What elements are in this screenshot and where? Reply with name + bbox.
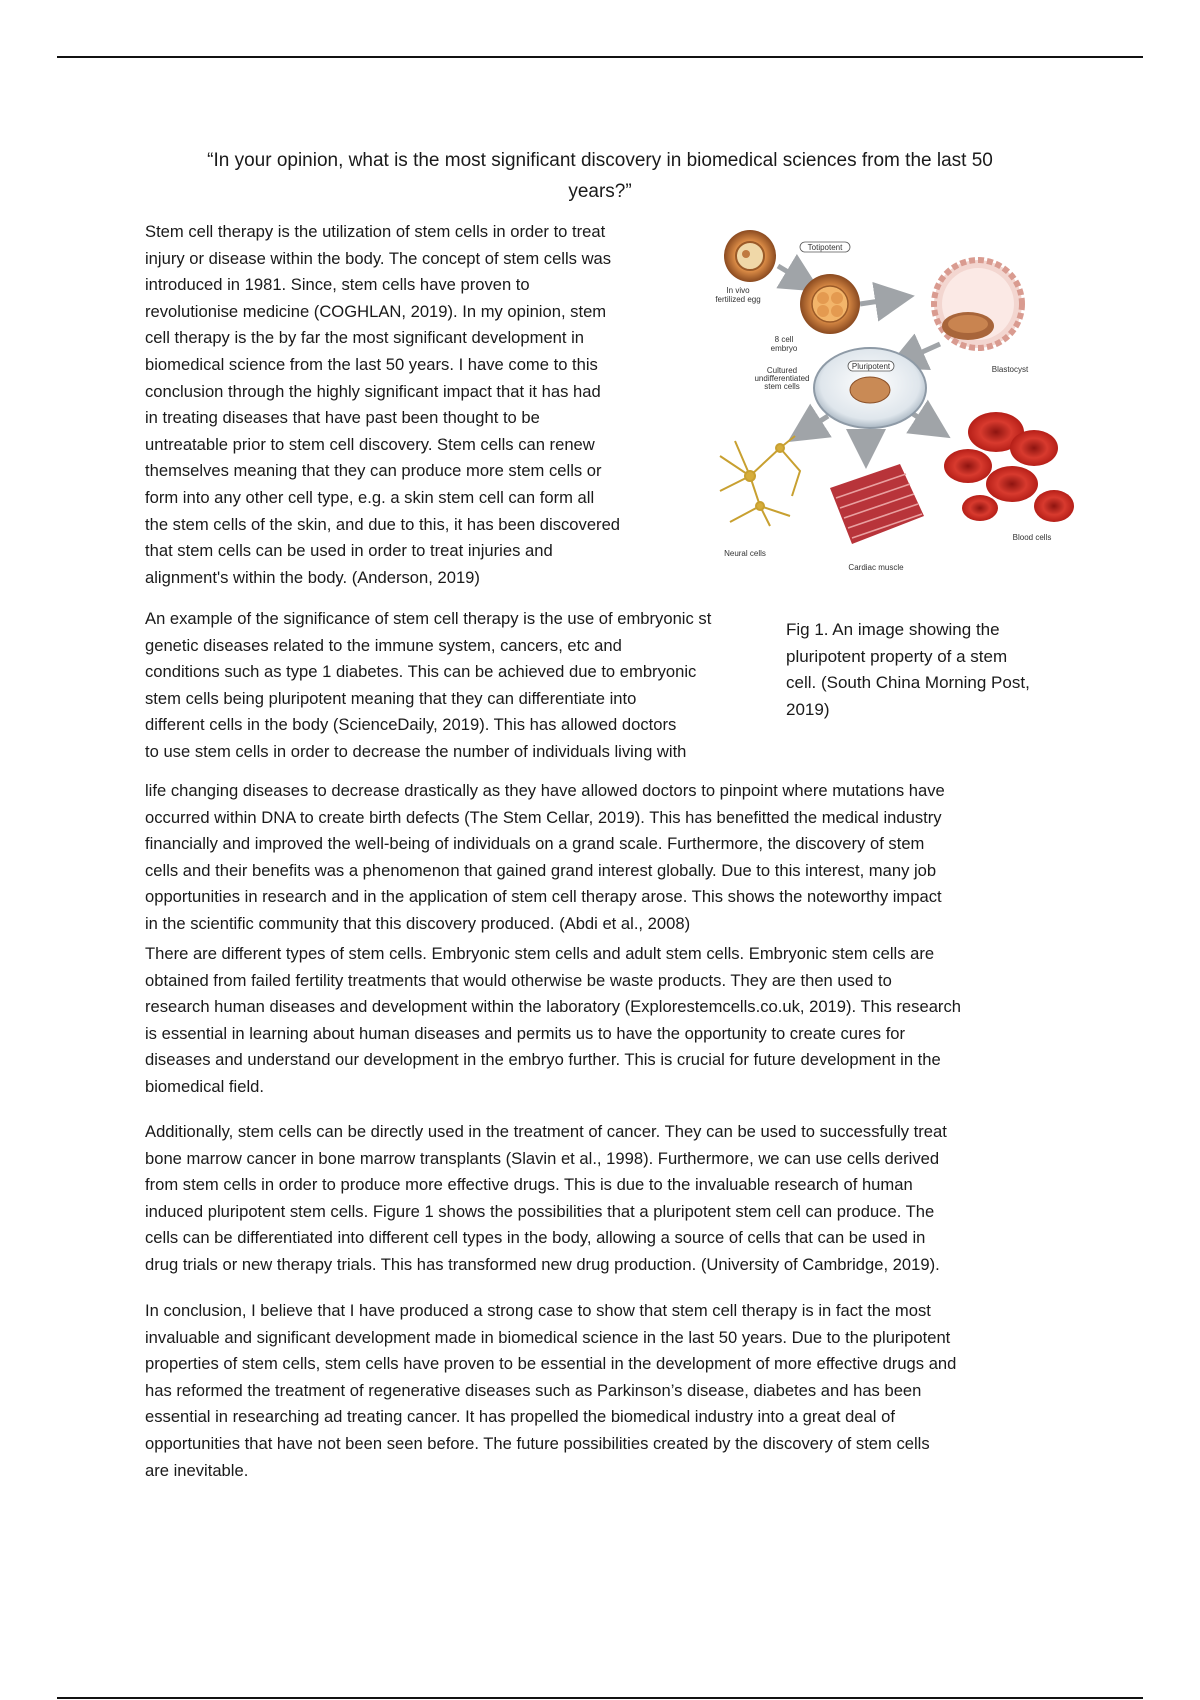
- label-embryo: embryo: [770, 344, 798, 353]
- text-line: biomedical science from the last 50 years. I have come to this: [145, 354, 598, 374]
- text-line: properties of stem cells, stem cells have proven to be essential in the development of more effective drugs and: [145, 1354, 957, 1374]
- label-embryo: 8 cell: [774, 335, 794, 344]
- text-line: obtained from failed fertility treatments that would otherwise be waste products. They are then used to: [145, 970, 892, 990]
- essay-title: [160, 145, 1040, 207]
- figure-caption: [786, 617, 1071, 723]
- text-line: introduced in 1981. Since, stem cells have proven to: [145, 275, 530, 295]
- label-cultured: undifferentiated: [754, 374, 810, 383]
- example-paragraph-wrapped: [145, 606, 775, 766]
- arrow-icon: [778, 266, 808, 284]
- example-paragraph-continued: [145, 778, 1045, 938]
- text-line: the stem cells of the skin, and due to this, it has been discovered: [145, 514, 621, 534]
- text-line: that stem cells can be used in order to treat injuries and: [145, 541, 553, 561]
- arrow-icon: [800, 416, 828, 434]
- text-line: Additionally, stem cells can be directly used in the treatment of cancer. They can be used to successfully treat: [145, 1122, 947, 1141]
- label-totipotent: Totipotent: [807, 243, 843, 252]
- conclusion-paragraph: [145, 1298, 1055, 1484]
- text-line: alignment's within the body. (Anderson, 2019): [145, 567, 480, 587]
- text-line: induced pluripotent stem cells. Figure 1 shows the possibilities that a pluripotent stem cell can produce. The: [145, 1201, 935, 1221]
- text-line: bone marrow cancer in bone marrow transplants (Slavin et al., 1998). Furthermore, we can use cells derived: [145, 1148, 940, 1168]
- arrow-icon: [860, 298, 900, 304]
- label-blastocyst: Blastocyst: [991, 365, 1029, 374]
- text-line: life changing diseases to decrease drastically as they have allowed doctors to pinpoint where mutations have: [145, 781, 945, 800]
- text-line: cells can be differentiated into different cell types in the body, allowing a source of cells that can be used in: [145, 1228, 926, 1248]
- neural-cells-illustration: [720, 436, 800, 526]
- text-line: conclusion through the highly significant impact that it has had: [145, 381, 601, 401]
- text-line: revolutionise medicine (COGHLAN, 2019). In my opinion, stem: [145, 301, 607, 321]
- text-line: in treating diseases that have past been thought to be: [145, 408, 540, 428]
- label-neural: Neural cells: [724, 549, 766, 558]
- petri-dish-illustration: [814, 348, 926, 428]
- eight-cell-embryo-illustration: [800, 274, 860, 334]
- text-line: stem cells being pluripotent meaning that they can differentiate into: [145, 688, 637, 708]
- text-line: occurred within DNA to create birth defects (The Stem Cellar, 2019). This has benefitted the medical industry: [145, 807, 942, 827]
- text-line: from stem cells in order to produce more effective drugs. This is due to the invaluable research of human: [145, 1175, 913, 1195]
- text-line: invaluable and significant development made in biomedical science in the last 50 years. Due to the pluripotent: [145, 1327, 951, 1347]
- arrow-icon: [910, 412, 938, 430]
- blood-cells-illustration: [944, 412, 1074, 522]
- text-line: conditions such as type 1 diabetes. This can be achieved due to embryonic: [145, 662, 697, 682]
- text-line: cells and their benefits was a phenomenon that gained grand interest globally. Due to this interest, many job: [145, 860, 937, 880]
- label-cardiac: Cardiac muscle: [848, 563, 904, 572]
- text-line: in the scientific community that this discovery produced. (Abdi et al., 2008): [145, 913, 691, 933]
- fertilized-egg-illustration: [724, 230, 776, 282]
- text-line: biomedical field.: [145, 1076, 264, 1096]
- text-line: untreatable prior to stem cell discovery. Stem cells can renew: [145, 434, 595, 454]
- text-line: to use stem cells in order to decrease the number of individuals living with: [145, 741, 687, 761]
- text-line: Stem cell therapy is the utilization of stem cells in order to treat: [145, 222, 606, 241]
- bottom-rule: [57, 1697, 1143, 1699]
- text-line: There are different types of stem cells. Embryonic stem cells and adult stem cells. Embryonic stem cells are: [145, 944, 935, 963]
- cancer-paragraph: [145, 1119, 1050, 1279]
- text-line: financially and improved the well-being of individuals on a grand scale. Furthermore, the discovery of stem: [145, 834, 925, 854]
- text-line: injury or disease within the body. The concept of stem cells was: [145, 248, 612, 268]
- top-rule: [57, 56, 1143, 58]
- text-line: essential in researching ad treating cancer. It has propelled the biomedical industry into a great deal of: [145, 1407, 895, 1427]
- intro-paragraph: [145, 219, 685, 591]
- label-cultured: Cultured: [766, 366, 798, 375]
- text-line: An example of the significance of stem cell therapy is the use of embryonic st: [145, 609, 712, 628]
- text-line: research human diseases and development within the laboratory (Explorestemcells.co.uk, 2019). This research: [145, 997, 961, 1017]
- text-line: diseases and understand our development in the embryo further. This is crucial for future development in the: [145, 1050, 941, 1070]
- title-line: years?”: [568, 181, 632, 202]
- text-line: is essential in learning about human diseases and permits us to have the opportunity to create cures for: [145, 1023, 906, 1043]
- label-fertilized-egg: fertilized egg: [715, 295, 761, 304]
- label-pluripotent: Pluripotent: [851, 362, 891, 371]
- title-line: “In your opinion, what is the most significant discovery in biomedical sciences from the last 50: [207, 150, 993, 171]
- text-line: has reformed the treatment of regenerative diseases such as Parkinson’s disease, diabetes and has been: [145, 1380, 922, 1400]
- caption-line: cell. (South China Morning Post,: [786, 673, 1030, 692]
- text-line: opportunities in research and in the application of stem cell therapy arose. This shows the noteworthy impact: [145, 887, 942, 907]
- text-line: drug trials or new therapy trials. This has transformed new drug production. (University of Cambridge, 2019).: [145, 1254, 940, 1274]
- text-line: cell therapy is the by far the most significant development in: [145, 328, 585, 348]
- label-fertilized-egg: In vivo: [726, 286, 750, 295]
- types-paragraph: [145, 941, 1050, 1101]
- stem-cell-figure: [700, 226, 1100, 596]
- blastocyst-illustration: [934, 260, 1022, 348]
- text-line: opportunities that have not been seen before. The future possibilities created by the discovery of stem cells: [145, 1433, 930, 1453]
- caption-line: Fig 1. An image showing the: [786, 620, 1000, 639]
- text-line: form into any other cell type, e.g. a skin stem cell can form all: [145, 487, 595, 507]
- caption-line: pluripotent property of a stem: [786, 646, 1008, 666]
- text-line: different cells in the body (ScienceDaily, 2019). This has allowed doctors: [145, 715, 677, 735]
- text-line: are inevitable.: [145, 1460, 249, 1480]
- cardiac-muscle-illustration: [830, 464, 924, 544]
- label-cultured: stem cells: [764, 382, 800, 391]
- caption-line: 2019): [786, 699, 830, 719]
- text-line: In conclusion, I believe that I have produced a strong case to show that stem cell therapy is in fact the most: [145, 1301, 931, 1320]
- text-line: genetic diseases related to the immune system, cancers, etc and: [145, 635, 622, 655]
- text-line: themselves meaning that they can produce more stem cells or: [145, 461, 602, 481]
- label-blood: Blood cells: [1012, 533, 1052, 542]
